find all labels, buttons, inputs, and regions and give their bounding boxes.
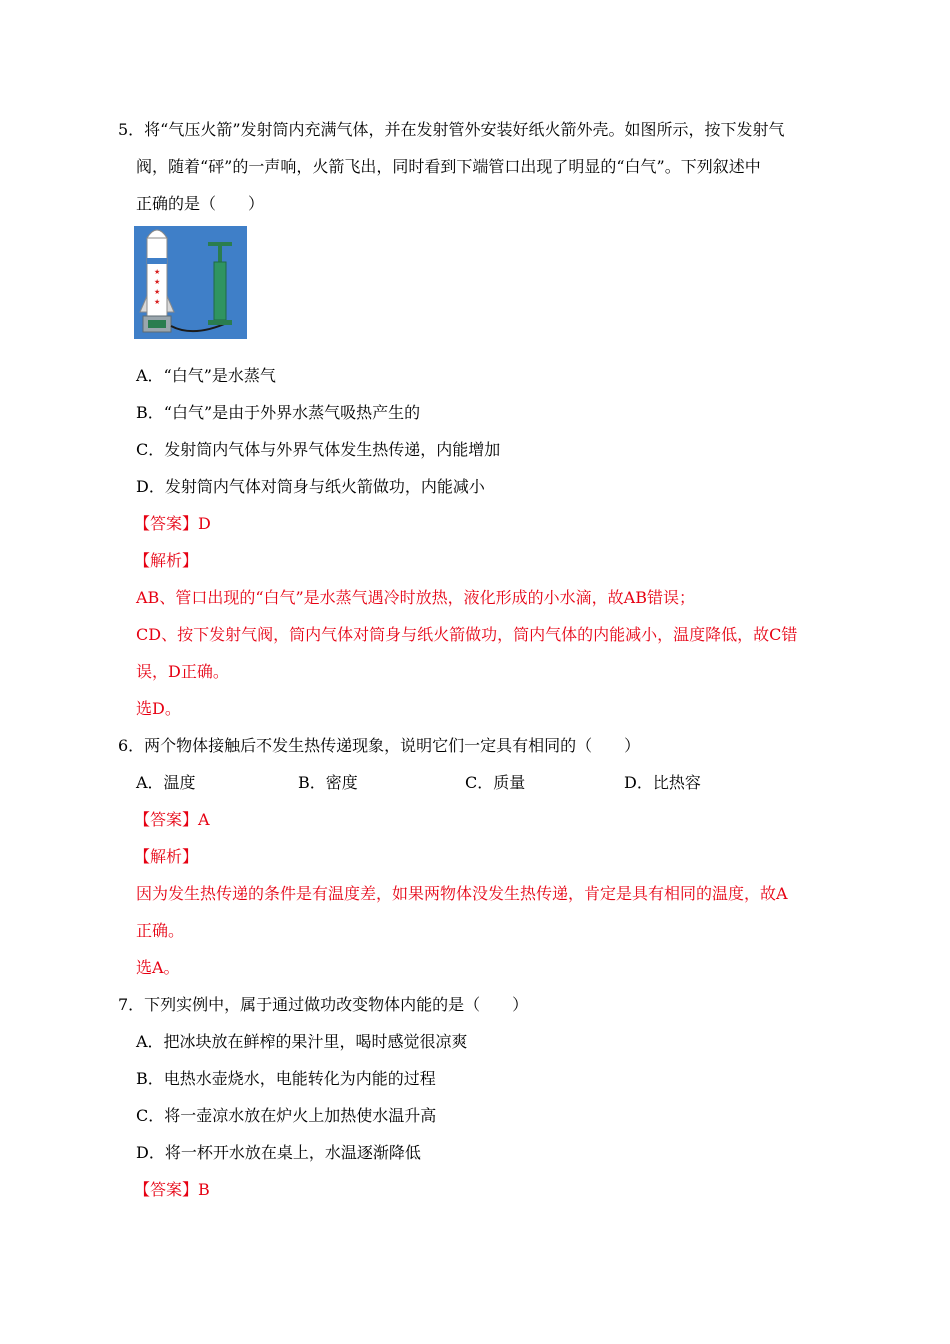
q6-analysis-line2: 正确。 (136, 921, 185, 940)
q5-option-c: C．发射筒内气体与外界气体发生热传递，内能增加 (136, 440, 501, 459)
q7-option-c: C．将一壶凉水放在炉火上加热使水温升高 (136, 1106, 437, 1125)
q5-analysis-line3: 误，D正确。 (136, 662, 229, 681)
q5-choose: 选D。 (136, 699, 181, 718)
svg-text:★: ★ (154, 268, 161, 276)
svg-text:★: ★ (154, 298, 161, 306)
svg-text:★: ★ (154, 288, 161, 296)
q6-option-c: C．质量 (465, 773, 526, 792)
q7-option-b: B．电热水壶烧水，电能转化为内能的过程 (136, 1069, 436, 1088)
q6-analysis-line1: 因为发生热传递的条件是有温度差，如果两物体没发生热传递，肯定是具有相同的温度，故A (136, 884, 788, 903)
q6-option-a: A．温度 (136, 773, 196, 792)
answer-value: D (198, 514, 211, 533)
svg-text:★: ★ (154, 278, 161, 286)
answer-label: 【答案】 (134, 514, 199, 533)
q6-analysis-label: 【解析】 (134, 847, 199, 866)
answer-value: B (198, 1180, 210, 1199)
q5-option-a: A．“白气”是水蒸气 (136, 366, 276, 385)
q5-analysis-line1: AB、管口出现的“白气”是水蒸气遇冷时放热，液化形成的小水滴，故AB错误； (136, 588, 695, 607)
q5-stem-line3: 正确的是（ ） (136, 194, 265, 213)
q5-stem-line2: 阀，随着“砰”的一声响，火箭飞出，同时看到下端管口出现了明显的“白气”。下列叙述中 (136, 157, 761, 176)
answer-value: A (198, 810, 210, 829)
q7-stem-line1: 7．下列实例中，属于通过做功改变物体内能的是（ ） (118, 995, 529, 1014)
q7-option-a: A．把冰块放在鲜榨的果汁里，喝时感觉很凉爽 (136, 1032, 468, 1051)
q5-analysis-label: 【解析】 (134, 551, 199, 570)
q5-option-d: D．发射筒内气体对筒身与纸火箭做功，内能减小 (136, 477, 485, 496)
q5-option-b: B．“白气”是由于外界水蒸气吸热产生的 (136, 403, 421, 422)
answer-label: 【答案】 (134, 810, 199, 829)
q5-stem-line1: 5．将“气压火箭”发射筒内充满气体，并在发射管外安装好纸火箭外壳。如图所示，按下发射气 (118, 120, 785, 139)
q6-option-b: B．密度 (298, 773, 358, 792)
q6-option-d: D．比热容 (624, 773, 701, 792)
q5-answer (134, 514, 211, 534)
q7-answer (134, 1180, 210, 1200)
rocket-pump-figure (134, 226, 247, 339)
q5-analysis-line2: CD、按下发射气阀，筒内气体对筒身与纸火箭做功，筒内气体的内能减小，温度降低，故C错 (136, 625, 798, 644)
q6-answer (134, 810, 210, 830)
q6-stem-line1: 6．两个物体接触后不发生热传递现象，说明它们一定具有相同的（ ） (118, 736, 641, 755)
q7-option-d: D．将一杯开水放在桌上，水温逐渐降低 (136, 1143, 421, 1162)
q6-choose: 选A。 (136, 958, 180, 977)
answer-label: 【答案】 (134, 1180, 199, 1199)
